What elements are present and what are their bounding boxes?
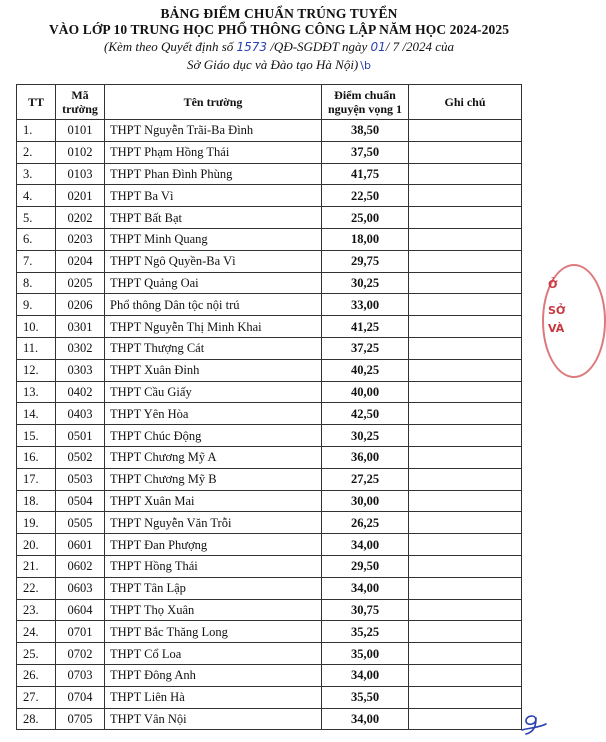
table-row bbox=[17, 207, 522, 229]
issuing-organization bbox=[0, 56, 558, 74]
school-name: THPT Thọ Xuân bbox=[105, 599, 322, 621]
school-name: THPT Xuân Mai bbox=[105, 490, 322, 512]
seal-text-line: SỞ bbox=[548, 304, 566, 317]
school-code: 0203 bbox=[56, 228, 105, 250]
seal-text-line: VÀ bbox=[548, 322, 565, 335]
benchmark-score: 25,00 bbox=[322, 207, 409, 229]
table-row bbox=[17, 337, 522, 359]
school-code: 0202 bbox=[56, 207, 105, 229]
table-row bbox=[17, 381, 522, 403]
row-index: 23. bbox=[17, 599, 56, 621]
benchmark-score: 42,50 bbox=[322, 403, 409, 425]
benchmark-score: 34,00 bbox=[322, 708, 409, 730]
table-row bbox=[17, 359, 522, 381]
row-index: 27. bbox=[17, 686, 56, 708]
row-index: 13. bbox=[17, 381, 56, 403]
school-name: THPT Đan Phượng bbox=[105, 534, 322, 556]
row-index: 22. bbox=[17, 577, 56, 599]
school-name: THPT Bắc Thăng Long bbox=[105, 621, 322, 643]
school-name: THPT Nguyễn Thị Minh Khai bbox=[105, 316, 322, 338]
note-cell bbox=[409, 250, 522, 272]
note-cell bbox=[409, 272, 522, 294]
benchmark-score: 34,00 bbox=[322, 577, 409, 599]
school-name: THPT Chúc Động bbox=[105, 425, 322, 447]
school-code: 0303 bbox=[56, 359, 105, 381]
school-name: THPT Hồng Thái bbox=[105, 555, 322, 577]
handwritten-initial-mark: \b bbox=[360, 59, 371, 72]
row-index: 18. bbox=[17, 490, 56, 512]
decision-mid: /QĐ-SGDĐT ngày bbox=[267, 39, 371, 54]
table-row bbox=[17, 686, 522, 708]
school-code: 0103 bbox=[56, 163, 105, 185]
red-official-seal bbox=[542, 264, 574, 376]
school-code: 0402 bbox=[56, 381, 105, 403]
table-row bbox=[17, 555, 522, 577]
school-code: 0504 bbox=[56, 490, 105, 512]
benchmark-score: 35,00 bbox=[322, 643, 409, 665]
benchmark-score: 34,00 bbox=[322, 534, 409, 556]
school-code: 0403 bbox=[56, 403, 105, 425]
row-index: 1. bbox=[17, 120, 56, 142]
school-code: 0601 bbox=[56, 534, 105, 556]
row-index: 2. bbox=[17, 141, 56, 163]
school-code: 0602 bbox=[56, 555, 105, 577]
note-cell bbox=[409, 708, 522, 730]
note-cell bbox=[409, 555, 522, 577]
handwritten-signature bbox=[518, 712, 548, 736]
table-row bbox=[17, 141, 522, 163]
note-cell bbox=[409, 686, 522, 708]
school-name: THPT Phan Đình Phùng bbox=[105, 163, 322, 185]
school-name: THPT Tân Lập bbox=[105, 577, 322, 599]
school-code: 0102 bbox=[56, 141, 105, 163]
school-code: 0701 bbox=[56, 621, 105, 643]
benchmark-score: 29,75 bbox=[322, 250, 409, 272]
note-cell bbox=[409, 425, 522, 447]
school-code: 0705 bbox=[56, 708, 105, 730]
benchmark-score: 18,00 bbox=[322, 228, 409, 250]
benchmark-score: 30,75 bbox=[322, 599, 409, 621]
school-name: THPT Cổ Loa bbox=[105, 643, 322, 665]
school-code: 0205 bbox=[56, 272, 105, 294]
note-cell bbox=[409, 621, 522, 643]
table-row bbox=[17, 708, 522, 730]
table-body bbox=[17, 120, 522, 730]
column-header-note: Ghi chú bbox=[409, 85, 522, 120]
row-index: 21. bbox=[17, 555, 56, 577]
row-index: 25. bbox=[17, 643, 56, 665]
seal-text-line: Ở bbox=[548, 278, 558, 291]
benchmark-score: 36,00 bbox=[322, 446, 409, 468]
table-row bbox=[17, 163, 522, 185]
school-name: THPT Ba Vì bbox=[105, 185, 322, 207]
row-index: 7. bbox=[17, 250, 56, 272]
table-row bbox=[17, 250, 522, 272]
handwritten-decision-day: 01 bbox=[370, 40, 386, 54]
table-row bbox=[17, 294, 522, 316]
table-header-row bbox=[17, 85, 522, 120]
row-index: 5. bbox=[17, 207, 56, 229]
table-row bbox=[17, 272, 522, 294]
benchmark-score: 30,25 bbox=[322, 425, 409, 447]
table-row bbox=[17, 446, 522, 468]
note-cell bbox=[409, 512, 522, 534]
note-cell bbox=[409, 446, 522, 468]
note-cell bbox=[409, 228, 522, 250]
benchmark-score: 37,25 bbox=[322, 337, 409, 359]
column-header-school-code: Mã trường bbox=[56, 85, 105, 120]
note-cell bbox=[409, 207, 522, 229]
benchmark-score: 30,00 bbox=[322, 490, 409, 512]
column-header-score: Điểm chuẩn nguyện vọng 1 bbox=[322, 85, 409, 120]
benchmark-score: 34,00 bbox=[322, 664, 409, 686]
document-header bbox=[0, 6, 558, 74]
note-cell bbox=[409, 141, 522, 163]
document-title: BẢNG ĐIỂM CHUẨN TRÚNG TUYỂN bbox=[160, 6, 398, 21]
benchmark-scores-table bbox=[16, 84, 522, 730]
note-cell bbox=[409, 163, 522, 185]
school-code: 0502 bbox=[56, 446, 105, 468]
row-index: 24. bbox=[17, 621, 56, 643]
row-index: 14. bbox=[17, 403, 56, 425]
school-code: 0301 bbox=[56, 316, 105, 338]
table-row bbox=[17, 599, 522, 621]
school-code: 0603 bbox=[56, 577, 105, 599]
column-header-tt: TT bbox=[17, 85, 56, 120]
school-code: 0703 bbox=[56, 664, 105, 686]
table-row bbox=[17, 228, 522, 250]
table-row bbox=[17, 403, 522, 425]
row-index: 8. bbox=[17, 272, 56, 294]
table-row bbox=[17, 425, 522, 447]
note-cell bbox=[409, 534, 522, 556]
note-cell bbox=[409, 337, 522, 359]
school-code: 0206 bbox=[56, 294, 105, 316]
note-cell bbox=[409, 577, 522, 599]
note-cell bbox=[409, 664, 522, 686]
row-index: 20. bbox=[17, 534, 56, 556]
benchmark-score: 40,00 bbox=[322, 381, 409, 403]
document-subtitle: VÀO LỚP 10 TRUNG HỌC PHỔ THÔNG CÔNG LẬP NĂM HỌC 2024-2025 bbox=[48, 22, 510, 37]
school-name: THPT Thượng Cát bbox=[105, 337, 322, 359]
school-code: 0505 bbox=[56, 512, 105, 534]
school-name: Phổ thông Dân tộc nội trú bbox=[105, 294, 322, 316]
row-index: 26. bbox=[17, 664, 56, 686]
organization-name: Sở Giáo dục và Đào tạo Hà Nội) bbox=[187, 57, 359, 72]
table-row bbox=[17, 468, 522, 490]
handwritten-decision-number: 1573 bbox=[236, 40, 268, 54]
decision-suffix: / 7 /2024 của bbox=[385, 39, 454, 54]
table-row bbox=[17, 512, 522, 534]
school-code: 0604 bbox=[56, 599, 105, 621]
school-code: 0201 bbox=[56, 185, 105, 207]
table-row bbox=[17, 490, 522, 512]
benchmark-score: 27,25 bbox=[322, 468, 409, 490]
benchmark-score: 38,50 bbox=[322, 120, 409, 142]
note-cell bbox=[409, 381, 522, 403]
school-name: THPT Nguyễn Văn Trỗi bbox=[105, 512, 322, 534]
school-code: 0704 bbox=[56, 686, 105, 708]
note-cell bbox=[409, 599, 522, 621]
row-index: 6. bbox=[17, 228, 56, 250]
school-code: 0503 bbox=[56, 468, 105, 490]
row-index: 16. bbox=[17, 446, 56, 468]
school-name: THPT Liên Hà bbox=[105, 686, 322, 708]
school-code: 0101 bbox=[56, 120, 105, 142]
school-code: 0501 bbox=[56, 425, 105, 447]
school-code: 0302 bbox=[56, 337, 105, 359]
school-name: THPT Quảng Oai bbox=[105, 272, 322, 294]
benchmark-score: 29,50 bbox=[322, 555, 409, 577]
school-code: 0204 bbox=[56, 250, 105, 272]
table-row bbox=[17, 664, 522, 686]
note-cell bbox=[409, 185, 522, 207]
note-cell bbox=[409, 294, 522, 316]
school-name: THPT Vân Nội bbox=[105, 708, 322, 730]
benchmark-score: 26,25 bbox=[322, 512, 409, 534]
decision-prefix: (Kèm theo Quyết định số bbox=[104, 39, 237, 54]
school-name: THPT Yên Hòa bbox=[105, 403, 322, 425]
row-index: 15. bbox=[17, 425, 56, 447]
school-name: THPT Minh Quang bbox=[105, 228, 322, 250]
row-index: 19. bbox=[17, 512, 56, 534]
row-index: 28. bbox=[17, 708, 56, 730]
row-index: 9. bbox=[17, 294, 56, 316]
table-row bbox=[17, 577, 522, 599]
note-cell bbox=[409, 359, 522, 381]
row-index: 10. bbox=[17, 316, 56, 338]
benchmark-score: 35,50 bbox=[322, 686, 409, 708]
school-code: 0702 bbox=[56, 643, 105, 665]
note-cell bbox=[409, 468, 522, 490]
benchmark-score: 33,00 bbox=[322, 294, 409, 316]
benchmark-score: 40,25 bbox=[322, 359, 409, 381]
column-header-school-name: Tên trường bbox=[105, 85, 322, 120]
benchmark-score: 30,25 bbox=[322, 272, 409, 294]
row-index: 11. bbox=[17, 337, 56, 359]
table-row bbox=[17, 120, 522, 142]
note-cell bbox=[409, 403, 522, 425]
note-cell bbox=[409, 643, 522, 665]
benchmark-score: 41,25 bbox=[322, 316, 409, 338]
school-name: THPT Ngô Quyền-Ba Vì bbox=[105, 250, 322, 272]
school-name: THPT Đông Anh bbox=[105, 664, 322, 686]
row-index: 12. bbox=[17, 359, 56, 381]
note-cell bbox=[409, 490, 522, 512]
note-cell bbox=[409, 120, 522, 142]
table-row bbox=[17, 316, 522, 338]
school-name: THPT Nguyễn Trãi-Ba Đình bbox=[105, 120, 322, 142]
table-row bbox=[17, 534, 522, 556]
table-row bbox=[17, 621, 522, 643]
benchmark-score: 37,50 bbox=[322, 141, 409, 163]
school-name: THPT Chương Mỹ B bbox=[105, 468, 322, 490]
benchmark-score: 41,75 bbox=[322, 163, 409, 185]
table-row bbox=[17, 185, 522, 207]
school-name: THPT Chương Mỹ A bbox=[105, 446, 322, 468]
table-row bbox=[17, 643, 522, 665]
school-name: THPT Bất Bạt bbox=[105, 207, 322, 229]
school-name: THPT Phạm Hồng Thái bbox=[105, 141, 322, 163]
note-cell bbox=[409, 316, 522, 338]
row-index: 17. bbox=[17, 468, 56, 490]
benchmark-score: 22,50 bbox=[322, 185, 409, 207]
decision-reference bbox=[0, 38, 558, 56]
row-index: 3. bbox=[17, 163, 56, 185]
row-index: 4. bbox=[17, 185, 56, 207]
school-name: THPT Xuân Đỉnh bbox=[105, 359, 322, 381]
school-name: THPT Cầu Giấy bbox=[105, 381, 322, 403]
benchmark-score: 35,25 bbox=[322, 621, 409, 643]
